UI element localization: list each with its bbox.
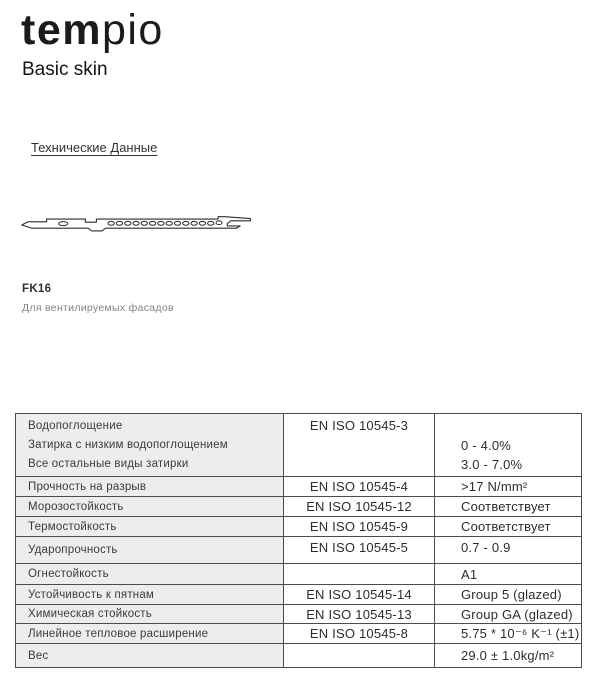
value-line: 3.0 - 7.0% — [461, 457, 523, 472]
value-cell: Соответствует — [435, 497, 582, 517]
standard-cell: EN ISO 10545-12 — [284, 497, 435, 517]
product-description: Для вентилируемых фасадов — [22, 302, 174, 314]
property-cell: Химическая стойкость — [16, 605, 284, 624]
brand-logo — [21, 6, 164, 54]
standard-cell: EN ISO 10545-4 — [284, 477, 435, 497]
value-cell: 29.0 ± 1.0kg/m² — [435, 644, 582, 668]
standard-cell: EN ISO 10545-13 — [284, 605, 435, 624]
section-title-technical-data: Технические Данные — [31, 140, 158, 155]
value-cell: >17 N/mm² — [435, 477, 582, 497]
property-cell: Термостойкость — [16, 517, 284, 537]
table-row-weight — [16, 644, 582, 668]
value-cell: Group GA (glazed) — [435, 605, 582, 624]
standard-cell: EN ISO 10545-5 — [284, 537, 435, 564]
property-cell: Морозостойкость — [16, 497, 284, 517]
value-cell: 0.7 - 0.9 — [435, 537, 582, 564]
property-cell: Ударопрочность — [16, 537, 284, 564]
property-cell: Огнестойкость — [16, 564, 284, 585]
value-cell — [435, 414, 582, 477]
brand-logo-light-part: pio — [101, 6, 164, 54]
property-line: Затирка с низким водопоглощением — [28, 439, 228, 451]
value-line — [461, 417, 580, 436]
value-cell: Group 5 (glazed) — [435, 585, 582, 605]
value-cell: Соответствует — [435, 517, 582, 537]
value-line: 0 - 4.0% — [461, 438, 512, 453]
product-line-title: Basic skin — [22, 59, 108, 80]
property-cell: Линейное тепловое расширение — [16, 624, 284, 644]
property-cell: Прочность на разрыв — [16, 477, 284, 497]
standard-cell — [284, 564, 435, 585]
table-row-fire-resistance — [16, 564, 582, 585]
property-cell: Вес — [16, 644, 284, 668]
table-row-chemical-resistance — [16, 605, 582, 624]
product-code: FK16 — [22, 283, 52, 295]
value-cell: A1 — [435, 564, 582, 585]
table-row-frost-resistance — [16, 497, 582, 517]
brand-logo-bold-part: tem — [21, 6, 102, 54]
panel-cross-section-drawing — [19, 214, 254, 236]
standard-cell: EN ISO 10545-14 — [284, 585, 435, 605]
standard-cell: EN ISO 10545-3 — [284, 414, 435, 477]
standard-cell: EN ISO 10545-9 — [284, 517, 435, 537]
table-row-water-absorption — [16, 414, 582, 477]
property-cell — [16, 414, 284, 477]
standard-cell: EN ISO 10545-8 — [284, 624, 435, 644]
technical-data-table — [15, 413, 582, 668]
table-row-impact-resistance — [16, 537, 582, 564]
value-cell: 5.75 * 10⁻⁶ K⁻¹ (±1) — [435, 624, 582, 644]
standard-cell — [284, 644, 435, 668]
property-line: Все остальные виды затирки — [28, 458, 189, 470]
table-row-tensile-strength — [16, 477, 582, 497]
table-row-thermal-resistance — [16, 517, 582, 537]
table-row-stain-resistance — [16, 585, 582, 605]
property-line: Водопоглощение — [28, 420, 123, 432]
property-cell: Устойчивость к пятнам — [16, 585, 284, 605]
table-row-linear-thermal-expansion — [16, 624, 582, 644]
